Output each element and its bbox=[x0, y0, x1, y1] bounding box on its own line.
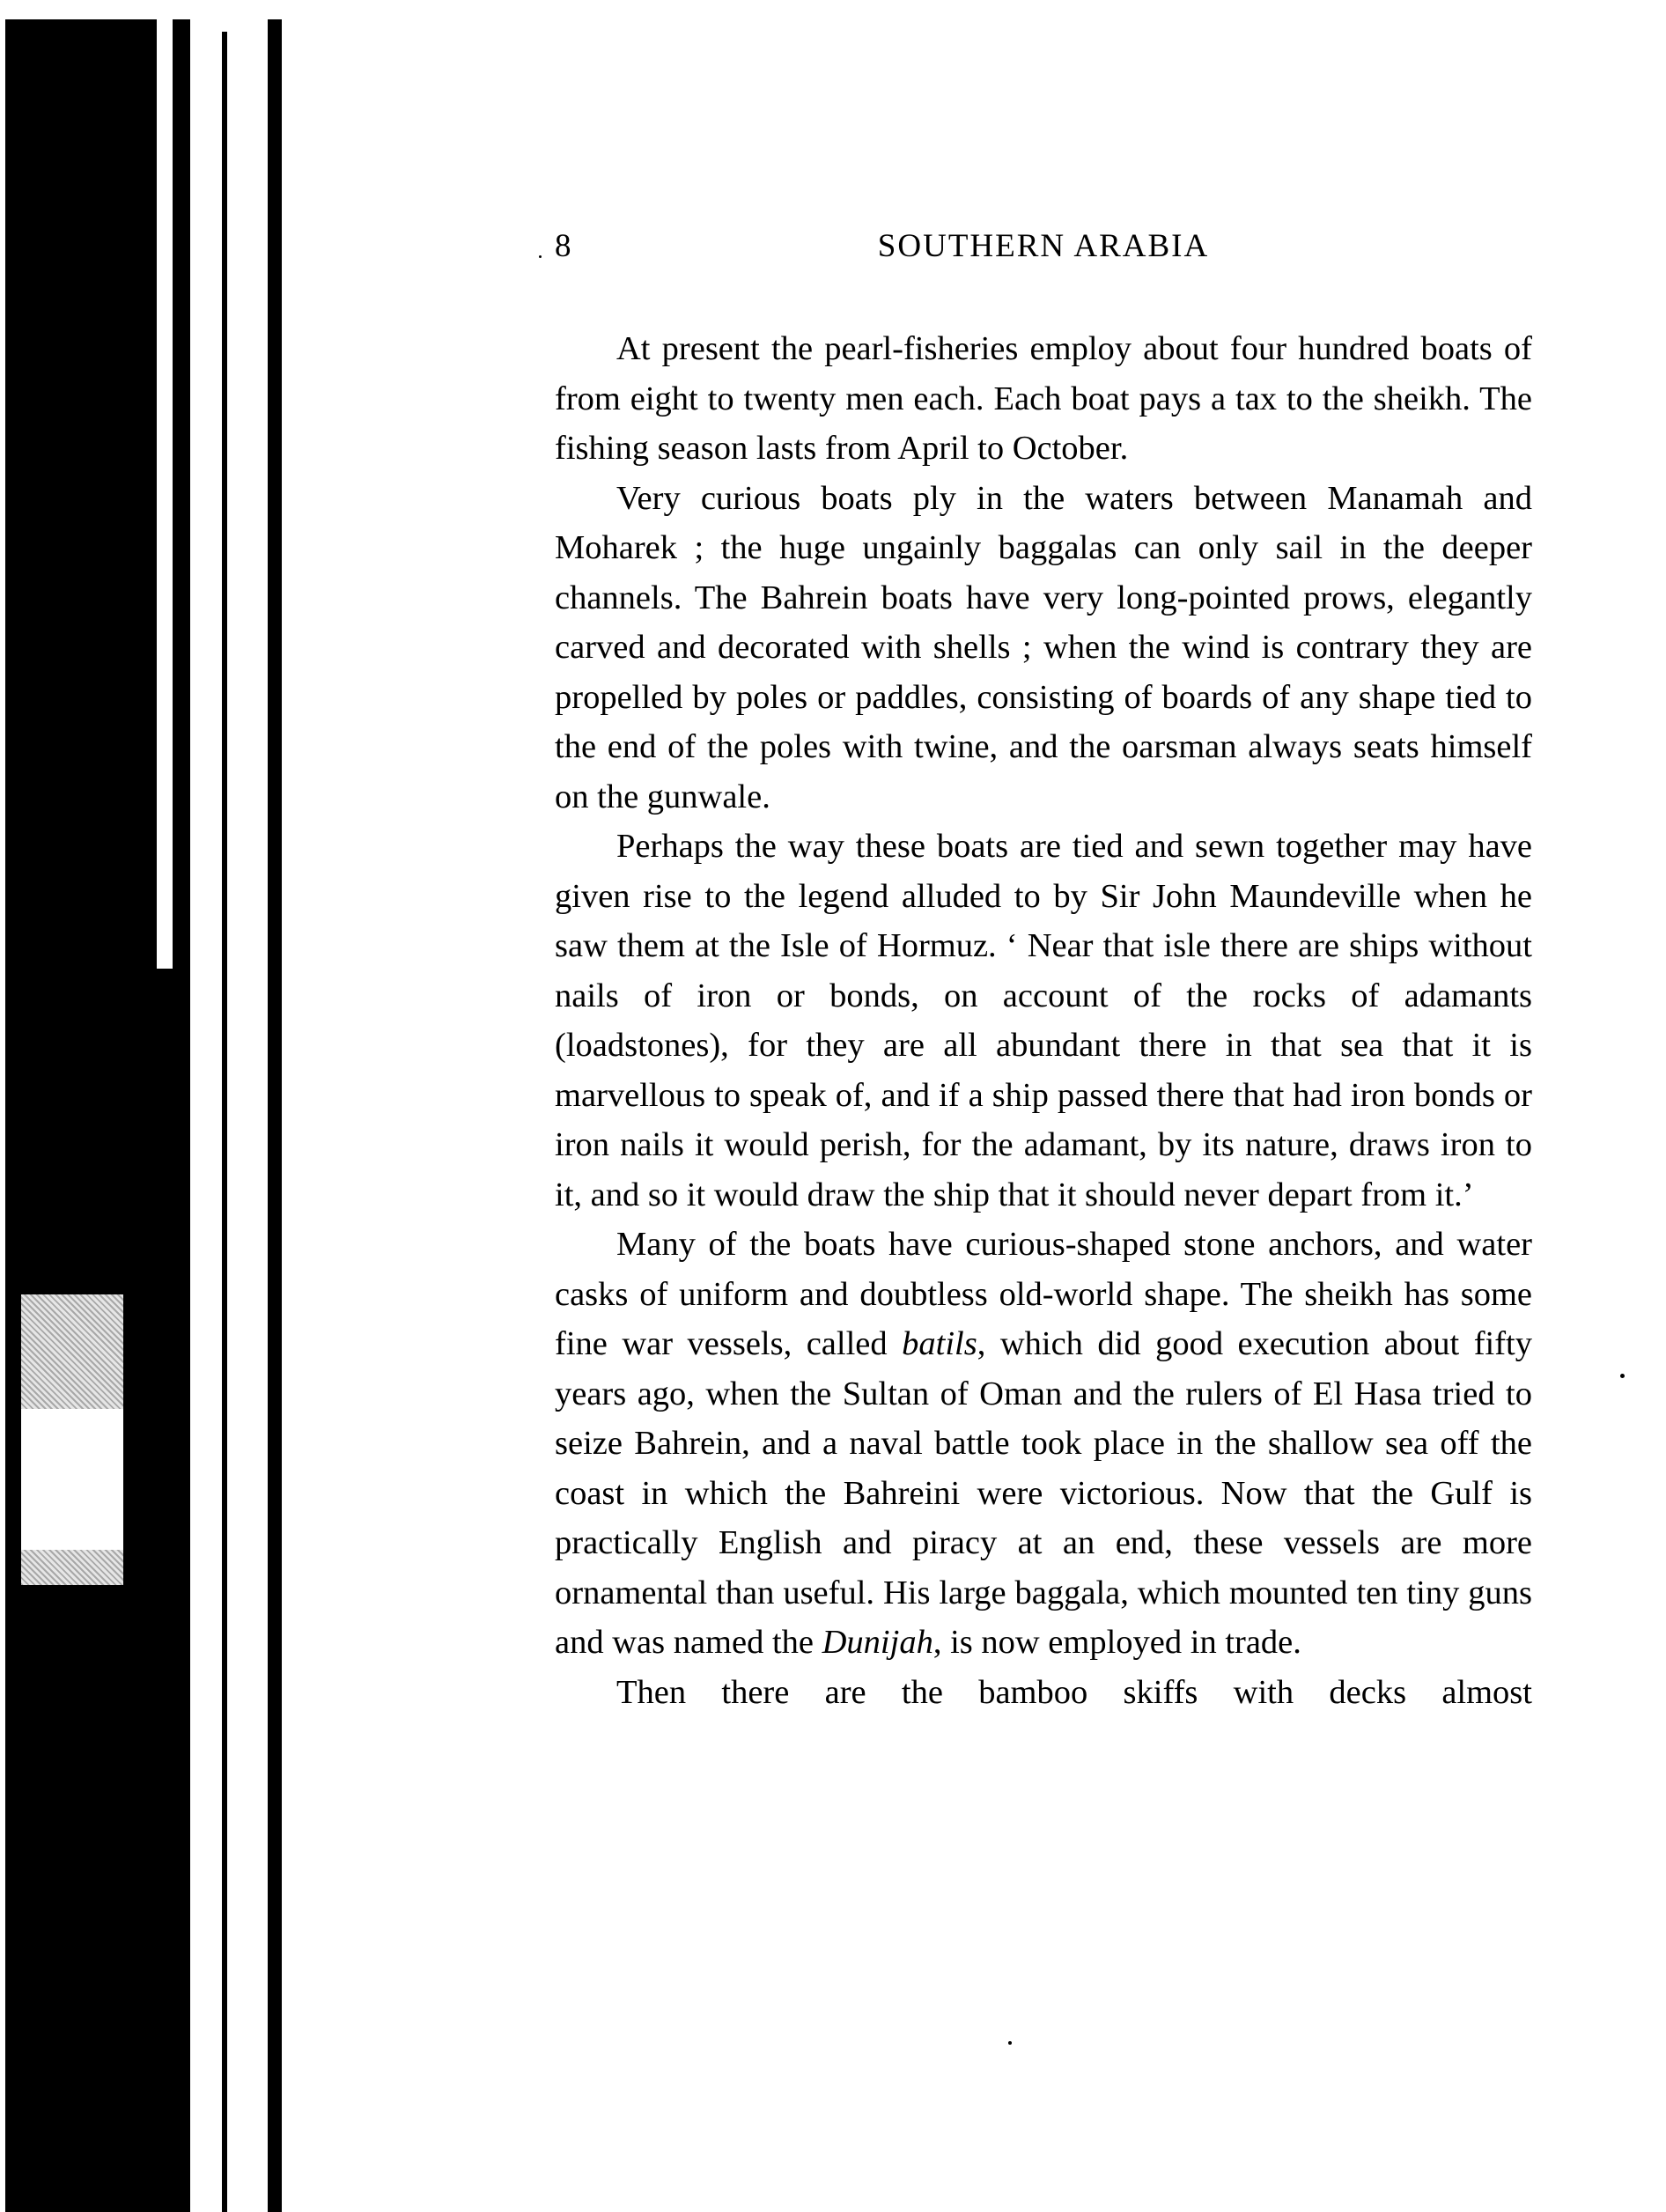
scan-dust bbox=[1620, 1374, 1625, 1378]
scan-dust bbox=[539, 255, 542, 258]
text-run: , is now employed in trade. bbox=[933, 1624, 1301, 1661]
text-run: Many of the boats have curious-shaped stone anchors, and water casks of uniform and doubtless old-world shape. The sheikh has some fine war vessels, called bbox=[555, 1226, 1532, 1362]
italic-term: batils bbox=[902, 1325, 977, 1362]
paragraph: Perhaps the way these boats are tied and sewn together may have given rise to the legend alluded to by Sir John Maundeville when he saw them at the Isle of Hormuz. ‘ Near that isle there are ships without nails of iron or bonds, on account of the rocks of adamants (loadstones), for they are all abundant there in that sea that it is marvellous to speak of, and if a ship passed there that had iron bonds or iron nails it would perish, for the adamant, by its nature, draws iron to it, and so it would draw the ship that it should never depart from it.’ bbox=[555, 828, 1532, 1213]
binding-shadow-lower bbox=[5, 969, 190, 2212]
running-title: SOUTHERN ARABIA bbox=[877, 228, 1210, 264]
binding-edge-line bbox=[222, 32, 227, 2212]
page-number: 8 bbox=[555, 228, 572, 264]
body-text bbox=[555, 324, 1532, 1717]
paragraph bbox=[555, 1220, 1532, 1668]
paragraph: Then there are the bamboo skiffs with decks almost bbox=[616, 1673, 1532, 1711]
paragraph: At present the pearl-fisheries employ about four hundred boats of from eight to twenty men each. Each boat pays a tax to the sheikh. The fishing season lasts from April to October. bbox=[555, 330, 1532, 467]
text-run: , which did good execution about fifty years ago, when the Sultan of Oman and the rulers of El Hasa tried to seize Bahrein, and a naval battle took place in the shallow sea off the coast in which the Bahreini were victorious. Now that the Gulf is practically English and piracy at an end, these vessels are more ornamental than useful. His large baggala, which mounted ten tiny guns and was named the bbox=[555, 1325, 1533, 1661]
paragraph: Very curious boats ply in the waters between Manamah and Moharek ; the huge ungainly baggalas can only sail in the deeper channels. The Bahrein boats have very long-pointed prows, elegantly carved and decorated with shells ; when the wind is contrary they are propelled by poles or paddles, consisting of boards of any shape tied to the end of the poles with twine, and the oarsman always seats himself on the gunwale. bbox=[555, 479, 1532, 815]
scan-dust bbox=[1008, 2041, 1012, 2045]
binding-edge-line bbox=[173, 19, 190, 2212]
italic-ship-name: Dunijah bbox=[822, 1624, 933, 1661]
scan-highlight bbox=[21, 1409, 123, 1550]
running-head bbox=[555, 227, 1532, 280]
book-page bbox=[555, 227, 1532, 1717]
binding-edge-line bbox=[268, 19, 282, 2212]
